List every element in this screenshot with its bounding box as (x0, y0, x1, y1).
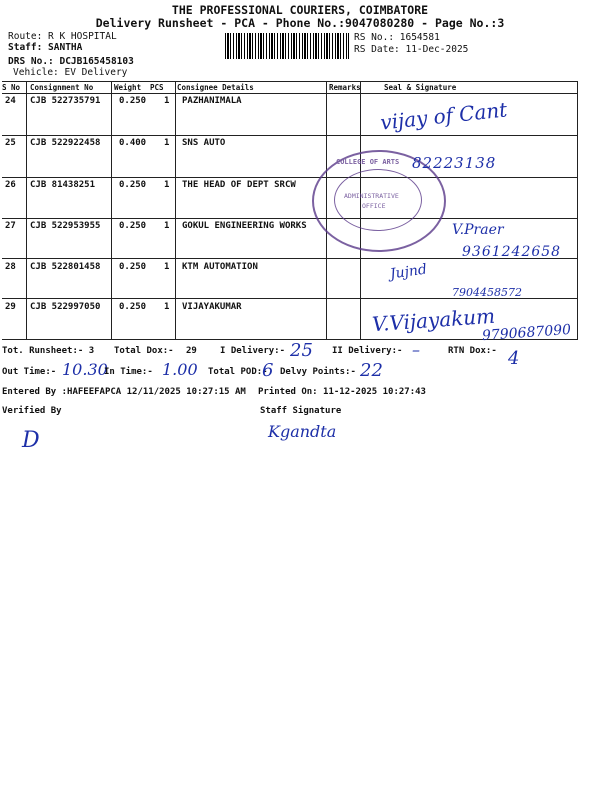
verified-by-signature: D (22, 428, 40, 453)
verified-by-label: Verified By (2, 406, 62, 416)
col-header-consignee: Consignee Details (177, 83, 254, 92)
row-consignment: CJB 522997050 (30, 302, 101, 312)
row-consignment: CJB 81438251 (30, 180, 96, 190)
rs-number: RS No.: 1654581 (354, 32, 440, 43)
staff-signature-label: Staff Signature (260, 406, 342, 416)
phone-row-27: 9361242658 (462, 244, 562, 260)
barcode-image (225, 33, 349, 59)
staff-signature: Kgandta (268, 422, 337, 441)
row-divider (2, 135, 578, 136)
column-divider (175, 81, 176, 339)
row-sno: 24 (5, 96, 16, 106)
table-header-rule (2, 93, 578, 94)
out-time-value: 10.30 (62, 360, 108, 379)
total-runsheet: Tot. Runsheet:- 3 (2, 346, 95, 356)
phone-row-28: 7904458572 (452, 286, 522, 299)
row-consignee: GOKUL ENGINEERING WORKS (182, 221, 307, 231)
company-title: THE PROFESSIONAL COURIERS, COIMBATORE (171, 3, 429, 17)
row-weight: 0.250 (119, 302, 147, 312)
row-pcs: 1 (164, 138, 170, 148)
signature-row-28: Jujnd (389, 261, 428, 283)
total-pod-value: 6 (262, 360, 274, 381)
col-header-consignment: Consignment No (30, 83, 94, 92)
row-consignment: CJB 522922458 (30, 138, 101, 148)
table-top-rule (2, 81, 578, 82)
delvy-points-label: Delvy Points:- (280, 367, 356, 377)
i-delivery-value: 25 (290, 340, 313, 361)
total-dox-label: Total Dox:- (114, 346, 174, 356)
row-weight: 0.250 (119, 96, 147, 106)
row-weight: 0.250 (119, 180, 147, 190)
seal-text-bottom: OFFICE (362, 202, 386, 210)
seal-text-top: COLLEGE OF ARTS (336, 158, 400, 166)
column-divider (577, 81, 578, 339)
ii-delivery-label: II Delivery:- (332, 346, 403, 356)
col-header-weight: Weight (114, 83, 142, 92)
out-time-label: Out Time:- (2, 367, 57, 377)
col-header-pcs: PCS (150, 83, 164, 92)
staff-label: Staff: SANTHA (8, 42, 83, 53)
vehicle-label: Vehicle: EV Delivery (13, 67, 128, 78)
row-consignment: CJB 522801458 (30, 262, 101, 272)
ii-delivery-value: – (412, 340, 420, 359)
route-label: Route: R K HOSPITAL (8, 31, 117, 42)
row-sno: 27 (5, 221, 16, 231)
printed-on: Printed On: 11-12-2025 10:27:43 (258, 387, 426, 397)
signature-row-29: V.Vijayakum (371, 303, 496, 337)
row-pcs: 1 (164, 262, 170, 272)
total-pod-label: Total POD:- (208, 367, 268, 377)
rtn-dox-label: RTN Dox:- (448, 346, 497, 356)
runsheet-subtitle: Delivery Runsheet - PCA - Phone No.:9047080280 - Page No.:3 (95, 16, 505, 30)
delvy-points-value: 22 (360, 360, 383, 381)
row-consignee: VIJAYAKUMAR (182, 302, 242, 312)
col-header-sno: S No (2, 83, 21, 92)
row-sno: 29 (5, 302, 16, 312)
col-header-seal-signature: Seal & Signature (384, 83, 457, 92)
row-consignment: CJB 522953955 (30, 221, 101, 231)
row-weight: 0.250 (119, 221, 147, 231)
row-divider (2, 218, 578, 219)
row-weight: 0.250 (119, 262, 147, 272)
phone-row-25: 82223138 (412, 154, 497, 172)
column-divider (26, 81, 27, 339)
seal-text-middle: ADMINISTRATIVE (344, 192, 399, 200)
row-consignee: PAZHANIMALA (182, 96, 242, 106)
column-divider (111, 81, 112, 339)
row-consignee: KTM AUTOMATION (182, 262, 258, 272)
row-consignment: CJB 522735791 (30, 96, 101, 106)
row-consignee: SNS AUTO (182, 138, 226, 148)
row-sno: 28 (5, 262, 16, 272)
row-pcs: 1 (164, 180, 170, 190)
in-time-label: In Time:- (104, 367, 153, 377)
row-pcs: 1 (164, 221, 170, 231)
row-sno: 26 (5, 180, 16, 190)
rtn-dox-value: 4 (508, 348, 520, 369)
row-sno: 25 (5, 138, 16, 148)
signature-row-27: V.Praer (452, 222, 504, 238)
row-consignee: THE HEAD OF DEPT SRCW (182, 180, 296, 190)
phone-row-29: 9790687090 (481, 321, 572, 345)
signature-row-24: vijay of Cant (379, 97, 509, 135)
row-pcs: 1 (164, 302, 170, 312)
col-header-remarks: Remarks (329, 83, 361, 92)
in-time-value: 1.00 (162, 360, 198, 379)
total-dox-value: 29 (186, 346, 197, 356)
row-weight: 0.400 (119, 138, 147, 148)
row-divider (2, 177, 578, 178)
seal-inner-ring (334, 169, 422, 231)
drs-number: DRS No.: DCJB165458103 (8, 56, 134, 67)
row-pcs: 1 (164, 96, 170, 106)
rs-date: RS Date: 11-Dec-2025 (354, 44, 469, 55)
i-delivery-label: I Delivery:- (220, 346, 286, 356)
entered-by: Entered By :HAFEEFAPCA 12/11/2025 10:27:15 AM (2, 387, 246, 397)
